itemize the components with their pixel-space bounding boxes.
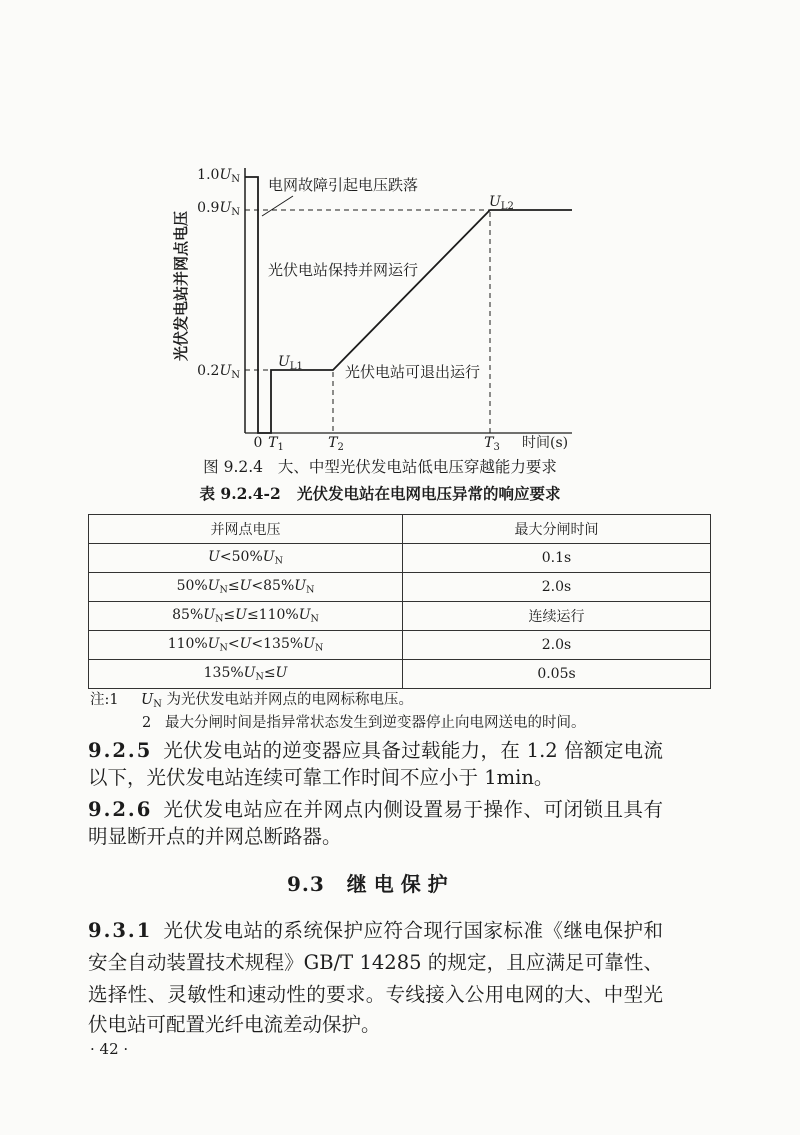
time-cell: 2.0s: [403, 573, 711, 602]
note-2-text: [165, 713, 586, 733]
keep-connected-annotation: 光伏电站保持并网运行: [268, 261, 419, 279]
italic-variable: U: [303, 636, 315, 653]
note-2-label: 2: [142, 715, 152, 731]
italic-variable: U: [262, 549, 275, 566]
table-row: [89, 602, 711, 631]
text-run: 135%: [203, 665, 244, 682]
clause-line: [88, 737, 663, 764]
ul1-sub: L1: [289, 361, 303, 372]
y-tick-sub: N: [231, 207, 240, 218]
x-tick-var: T: [484, 435, 494, 451]
clause-line: [88, 796, 663, 823]
y-tick-coef: 0.9: [197, 200, 220, 216]
ul1-label: [278, 354, 303, 372]
text-run: <85%: [251, 578, 295, 595]
y-tick-var: U: [219, 363, 232, 379]
clause-line: [88, 1011, 381, 1038]
time-cell: 0.05s: [403, 660, 711, 689]
clause-line: [88, 823, 342, 850]
clause-text: 伏电站可配置光纤电流差动保护。: [88, 1013, 381, 1036]
subscript: N: [215, 613, 224, 625]
table-row: [89, 544, 711, 573]
clause-text: 光伏发电站的系统保护应符合现行国家标准《继电保护和: [163, 919, 663, 942]
text-run: 85%: [172, 607, 204, 624]
ul2-label: [489, 194, 514, 212]
italic-variable: U: [239, 636, 252, 653]
ul2-sub: L2: [500, 201, 514, 212]
figure-caption: 图 9.2.4 大、中型光伏发电站低电压穿越能力要求: [203, 458, 557, 476]
voltage-threshold-curve: [245, 177, 572, 433]
italic-variable: U: [294, 578, 307, 595]
y-tick-label-1: [197, 167, 240, 185]
y-tick-sub: N: [231, 174, 240, 185]
y-tick-sub: N: [231, 370, 240, 381]
voltage-cell: [89, 631, 403, 660]
italic-variable: U: [298, 607, 311, 624]
text-run: ≤: [223, 607, 236, 624]
italic-variable: U: [235, 607, 247, 624]
y-tick-coef: 0.2: [197, 363, 220, 379]
column-header-time: 最大分闸时间: [403, 515, 711, 544]
subscript: N: [153, 698, 162, 710]
y-tick-coef: 1.0: [197, 167, 220, 183]
text-run: 110%: [167, 636, 208, 653]
text-run: 最大分闸时间是指异常状态发生到逆变器停止向电网送电的时间。: [165, 715, 586, 731]
y-tick-var: U: [219, 200, 232, 216]
x-tick-sub: 2: [337, 442, 344, 453]
italic-variable: U: [208, 549, 220, 566]
voltage-cell: [89, 573, 403, 602]
clause-text: 安全自动装置技术规程》GB/T 14285 的规定，且应满足可靠性、: [88, 951, 663, 974]
response-table: [88, 514, 711, 689]
voltage-cell: [89, 660, 403, 689]
table-header-row: [89, 515, 711, 544]
time-cell: 0.1s: [403, 544, 711, 573]
section-title: 继 电 保 护: [346, 872, 448, 896]
table-row: [89, 573, 711, 602]
clause-text: 明显断开点的并网总断路器。: [88, 825, 342, 848]
clause-line: [88, 981, 663, 1008]
time-cell: 连续运行: [403, 602, 711, 631]
clause-number: 9.2.5: [88, 739, 153, 762]
y-tick-label-3: [197, 363, 240, 381]
fault-leader-line: [262, 196, 293, 216]
lvrt-diagram: [0, 0, 800, 470]
text-run: <135%: [251, 636, 304, 653]
text-run: <50%: [219, 549, 263, 566]
subscript: N: [219, 642, 228, 654]
subscript: N: [219, 584, 228, 596]
x-tick-sub: 1: [277, 442, 284, 453]
x-tick-sub: 3: [493, 442, 500, 453]
subscript: N: [306, 584, 315, 596]
table-row: [89, 660, 711, 689]
clause-text: 以下，光伏发电站连续可靠工作时间不应小于 1min。: [88, 766, 554, 789]
voltage-cell: [89, 544, 403, 573]
x-tick-var: T: [268, 435, 278, 451]
y-tick-var: U: [219, 167, 232, 183]
text-run: <: [227, 636, 240, 653]
x-tick-t2: [328, 435, 344, 453]
subscript: N: [274, 555, 283, 567]
may-disconnect-annotation: 光伏电站可退出运行: [345, 363, 481, 381]
clause-number: 9.3.1: [88, 919, 153, 942]
italic-variable: U: [239, 578, 252, 595]
clause-line: [88, 949, 663, 976]
page-number: · 42 ·: [90, 1040, 129, 1058]
clause-line: [88, 917, 663, 944]
table-title: 表 9.2.4-2 光伏发电站在电网电压异常的响应要求: [199, 484, 561, 503]
text-run: ≤: [263, 665, 276, 682]
subscript: N: [314, 642, 324, 654]
subscript: N: [310, 613, 319, 625]
clause-text: 选择性、灵敏性和速动性的要求。专线接入公用电网的大、中型光: [88, 983, 663, 1006]
note-1-text: [141, 690, 413, 715]
ul1-var: U: [278, 354, 290, 370]
clause-text: 光伏发电站的逆变器应具备过载能力，在 1.2 倍额定电流: [163, 739, 663, 762]
clause-number: 9.2.6: [88, 798, 153, 821]
x-tick-t3: [484, 435, 500, 453]
clause-text: 光伏发电站应在并网点内侧设置易于操作、可闭锁且具有: [163, 798, 663, 821]
ul2-var: U: [489, 194, 501, 210]
x-tick-origin: 0: [253, 435, 263, 451]
italic-variable: U: [275, 665, 288, 682]
column-header-voltage: 并网点电压: [89, 515, 403, 544]
text-run: ≤110%: [246, 607, 299, 624]
time-cell: 2.0s: [403, 631, 711, 660]
y-axis-label: 光伏发电站并网点电压: [172, 210, 190, 362]
text-run: ≤: [227, 578, 240, 595]
italic-variable: U: [141, 692, 154, 708]
section-number: 9.3: [287, 872, 325, 896]
voltage-cell: [89, 602, 403, 631]
italic-variable: U: [207, 636, 220, 653]
y-tick-label-2: [197, 200, 240, 218]
table-row: [89, 631, 711, 660]
italic-variable: U: [243, 665, 256, 682]
text-run: 50%: [176, 578, 208, 595]
x-axis-label: 时间(s): [522, 435, 569, 451]
fault-annotation: 电网故障引起电压跌落: [268, 176, 419, 194]
section-heading: [287, 871, 448, 898]
x-tick-var: T: [328, 435, 338, 451]
x-tick-t1: [268, 435, 284, 453]
clause-line: [88, 764, 553, 791]
subscript: N: [255, 671, 264, 683]
italic-variable: U: [207, 578, 220, 595]
text-run: 为光伏发电站并网点的电网标称电压。: [161, 692, 413, 708]
italic-variable: U: [203, 607, 216, 624]
note-1-label: 注:1: [90, 692, 119, 708]
